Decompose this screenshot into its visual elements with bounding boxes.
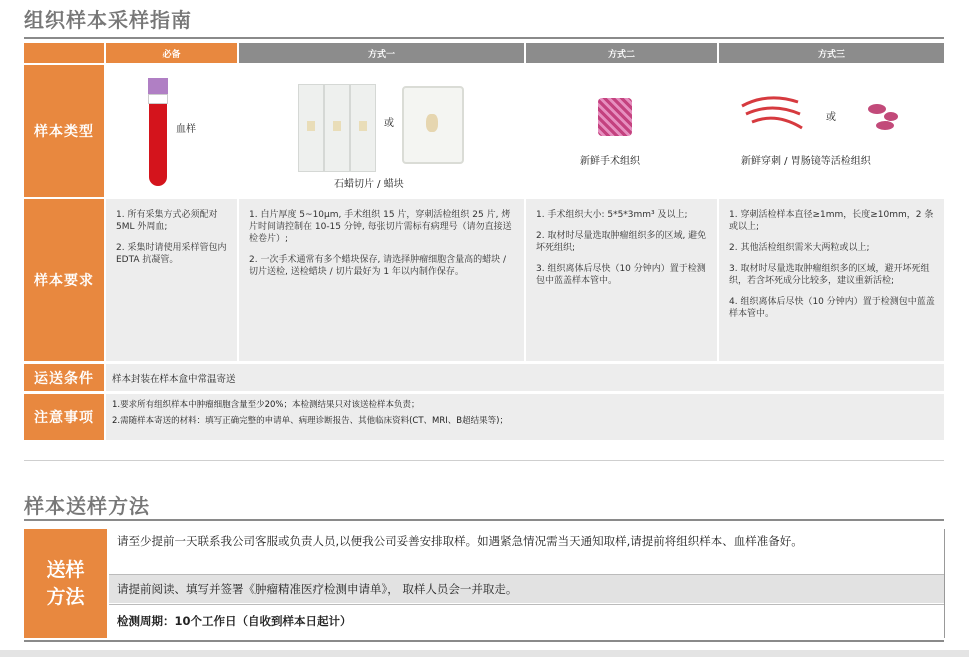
biopsy-strips-icon — [738, 92, 804, 136]
req-item: 2. 其他活检组织需米大两粒或以上; — [729, 243, 870, 253]
cell-paraffin-requirements — [239, 199, 524, 361]
header-required: 必备 — [106, 43, 237, 63]
slide-icon — [350, 84, 376, 172]
req-item: 1. 所有采集方式必须配对 5ML 外周血; — [116, 210, 218, 232]
section-title-sampling-guide: 组织样本采样指南 — [24, 8, 192, 32]
delivery-row-cycle: 检测周期：10个工作日（自收到样本日起计） — [109, 605, 944, 638]
row-label-sample-type: 样本类型 — [24, 65, 104, 197]
label-or-1: 或 — [384, 118, 394, 129]
footer-bar — [0, 650, 969, 657]
blood-tube-cap-icon — [148, 78, 168, 94]
req-item: 1. 白片厚度 5~10μm, 手术组织 15 片，穿刺活检组织 25 片, 烤片时间请控制在 10-15 分钟, 每张切片需标有病理号（请勿直接送检卷片）; — [249, 210, 512, 244]
table-right-border — [944, 529, 945, 638]
section-divider — [24, 460, 944, 461]
cell-transport: 样本封装在样本盒中常温寄送 — [106, 364, 944, 391]
note-item: 2.需随样本寄送的材料：填写正确完整的申请单、病理诊断报告、其他临床资料(CT、MRI、B超结果等)； — [112, 416, 508, 426]
header-method-3: 方式三 — [719, 43, 944, 63]
label-fresh-surgical: 新鲜手术组织 — [580, 156, 640, 167]
cell-fresh-requirements — [526, 199, 717, 361]
title-rule — [24, 37, 944, 39]
corner-cell — [24, 43, 104, 63]
cell-notes — [106, 394, 944, 440]
req-item: 2. 取材时尽量选取肿瘤组织多的区域, 避免坏死组织; — [536, 231, 707, 253]
biopsy-dot-icon — [876, 121, 894, 130]
note-item: 1.要求所有组织样本中肿瘤细胞含量至少20%；本检测结果只对该送检样本负责； — [112, 400, 420, 410]
header-method-2: 方式二 — [526, 43, 717, 63]
req-item: 3. 取材时尽量选取肿瘤组织多的区域，避开坏死组织，若含坏死成分比较多，建议重新活检; — [729, 264, 930, 286]
footer-rule — [24, 640, 944, 642]
cell-blood-requirements — [106, 199, 237, 361]
row-label-requirements: 样本要求 — [24, 199, 104, 361]
tissue-cube-icon — [598, 98, 632, 136]
req-item: 4. 组织离体后尽快（10 分钟内）置于检测包中蓝盖样本管中。 — [729, 297, 935, 319]
delivery-row-form: 请提前阅读、填写并签署《肿瘤精准医疗检测申请单》， 取样人员会一并取走。 — [109, 575, 944, 603]
cell-biopsy-requirements — [719, 199, 944, 361]
header-method-1: 方式一 — [239, 43, 524, 63]
delivery-side-label-text: 送样方法 — [46, 558, 85, 608]
slide-icon — [324, 84, 350, 172]
biopsy-dot-icon — [884, 112, 898, 121]
row-label-notes: 注意事项 — [24, 394, 104, 440]
section-title-delivery-method: 样本送样方法 — [24, 494, 150, 518]
delivery-side-label — [24, 529, 107, 638]
delivery-row-contact: 请至少提前一天联系我公司客服或负责人员,以便我公司妥善安排取样。如遇紧急情况需当天通知取样,请提前将组织样本、血样准备好。 — [109, 529, 944, 573]
slide-icon — [298, 84, 324, 172]
biopsy-dot-icon — [868, 104, 886, 114]
req-item: 3. 组织离体后尽快（10 分钟内）置于检测包中蓝盖样本管中。 — [536, 264, 706, 286]
label-paraffin: 石蜡切片 / 蜡块 — [334, 179, 404, 190]
blood-tube-icon — [149, 104, 167, 186]
req-item: 2. 一次手术通常有多个蜡块保存, 请选择肿瘤细胞含量高的蜡块 / 切片送检, 送检蜡块 / 切片最好为 1 年以内制作保存。 — [249, 255, 507, 277]
req-item: 1. 穿刺活检样本直径≥1mm，长度≥10mm，2 条或以上; — [729, 210, 934, 232]
label-or-2: 或 — [826, 112, 836, 123]
label-biopsy: 新鲜穿刺 / 胃肠镜等活检组织 — [741, 156, 871, 167]
req-item: 2. 采集时请使用采样管包内 EDTA 抗凝管。 — [116, 243, 227, 265]
blood-tube-band-icon — [148, 94, 168, 104]
row-label-transport: 运送条件 — [24, 364, 104, 391]
paraffin-block-icon — [402, 86, 464, 164]
label-blood: 血样 — [176, 124, 196, 135]
req-item: 1. 手术组织大小: 5*5*3mm³ 及以上; — [536, 210, 688, 220]
cell-blood-type — [106, 65, 237, 197]
title-rule — [24, 519, 944, 521]
